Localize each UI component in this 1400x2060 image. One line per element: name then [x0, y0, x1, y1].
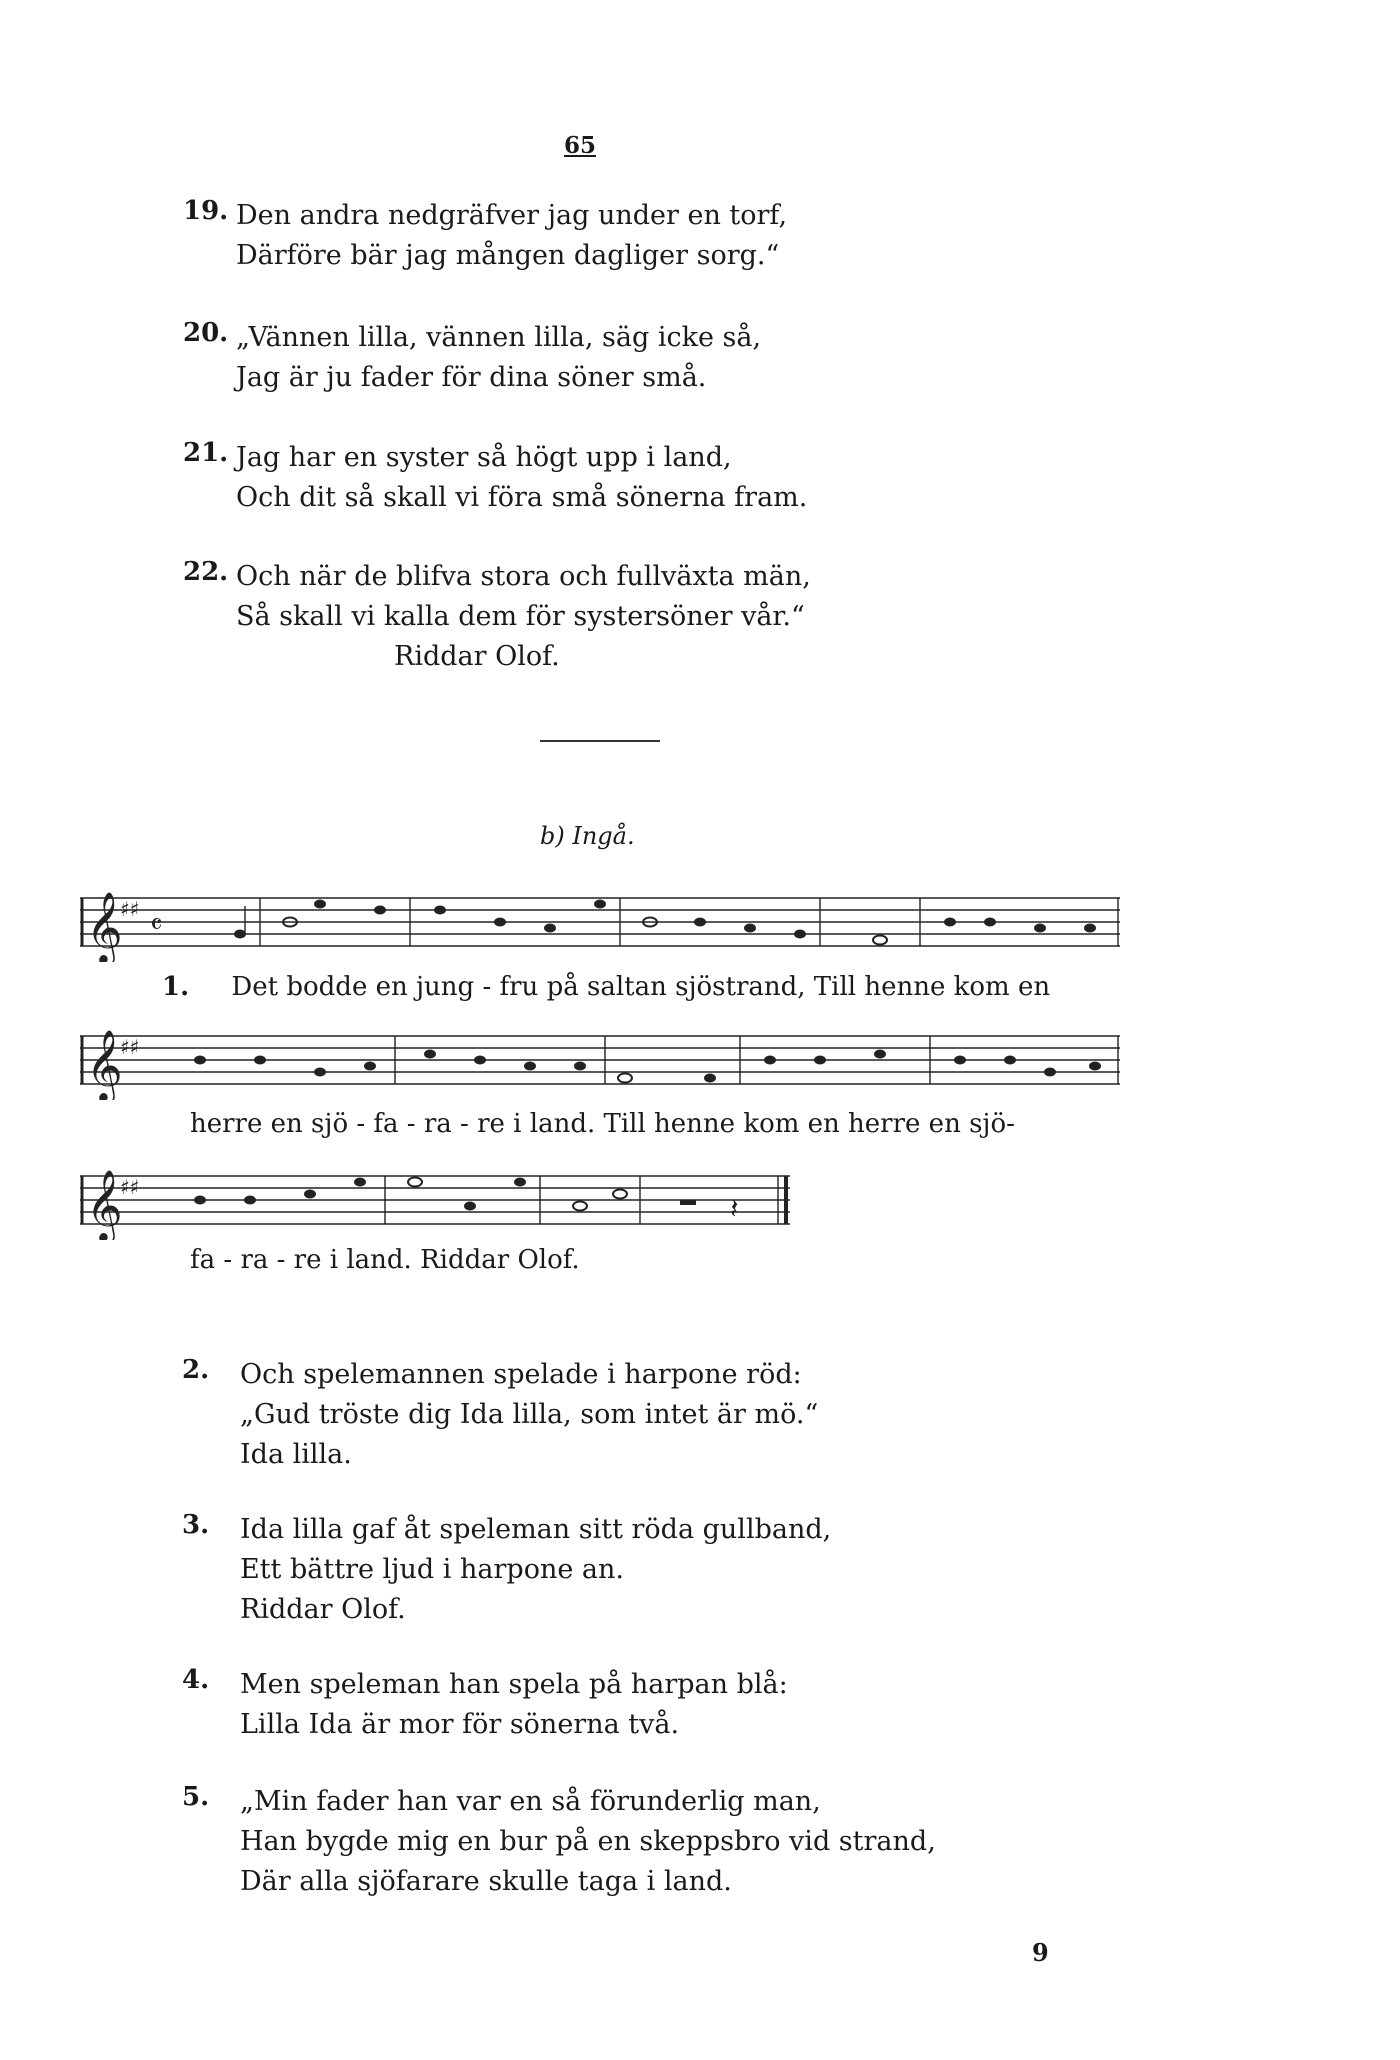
svg-text:𝄽: 𝄽: [730, 1192, 739, 1225]
lyrics-text: Det bodde en jung - fru på saltan sjöstrand, Till henne kom en: [231, 972, 1051, 1002]
lyrics-text: herre en sjö - fa - ra - re i land. Till henne kom en herre en sjö-: [190, 1109, 1015, 1139]
verse-line: Därföre bär jag mången dagliger sorg.“: [236, 240, 780, 271]
verse-line: Lilla Ida är mor för sönerna två.: [240, 1709, 680, 1740]
verse-line: Ida lilla gaf åt speleman sitt röda gullband,: [240, 1514, 832, 1545]
verse-line: „Gud tröste dig Ida lilla, som intet är mö.“: [240, 1399, 819, 1430]
lyrics-line-1: [162, 972, 1050, 1002]
verse-line: Så skall vi kalla dem för systersöner vår.“: [236, 601, 805, 632]
svg-text:𝄞: 𝄞: [86, 1168, 123, 1240]
verse-line: Jag har en syster så högt upp i land,: [236, 442, 732, 473]
melody-title: b) Ingå.: [540, 822, 635, 850]
stanza-number: 3.: [182, 1510, 210, 1540]
verse-line: Ett bättre ljud i harpone an.: [240, 1554, 624, 1585]
music-staff-3: [80, 1160, 820, 1240]
verse-line: „Vännen lilla, vännen lilla, säg icke så,: [236, 322, 762, 353]
verse-line: Där alla sjöfarare skulle taga i land.: [240, 1866, 732, 1897]
refrain-line: Riddar Olof.: [394, 641, 560, 672]
verse-line: Han bygde mig en bur på en skeppsbro vid strand,: [240, 1826, 936, 1857]
lyrics-verse-number: 1.: [162, 972, 190, 1002]
section-divider: [540, 740, 660, 742]
verse-line: „Min fader han var en så förunderlig man,: [240, 1786, 821, 1817]
stanza-number: 21.: [183, 438, 229, 468]
verse-line: Och dit så skall vi föra små sönerna fram.: [236, 482, 808, 513]
verse-line: Och spelemannen spelade i harpone röd:: [240, 1359, 802, 1390]
svg-text:𝄴: 𝄴: [150, 908, 163, 941]
music-staff-2: [80, 1020, 1130, 1100]
lyrics-line-3: [190, 1245, 580, 1275]
page-number: 65: [563, 132, 596, 159]
verse-line: Den andra nedgräfver jag under en torf,: [236, 200, 788, 231]
verse-line: Jag är ju fader för dina söner små.: [236, 362, 707, 393]
verse-line: Och när de blifva stora och fullväxta män,: [236, 561, 811, 592]
refrain-line: Riddar Olof.: [240, 1594, 406, 1625]
stanza-number: 5.: [182, 1782, 210, 1812]
stanza-number: 20.: [183, 318, 229, 348]
svg-text:♯♯: ♯♯: [120, 897, 140, 921]
refrain-line: Ida lilla.: [240, 1439, 352, 1470]
stanza-number: 4.: [182, 1665, 210, 1695]
signature-mark: 9: [1032, 1938, 1049, 1967]
music-staff-1: [80, 882, 1130, 962]
stanza-number: 19.: [183, 196, 229, 226]
verse-line: Men speleman han spela på harpan blå:: [240, 1669, 788, 1700]
lyrics-text: fa - ra - re i land. Riddar Olof.: [190, 1245, 580, 1275]
svg-text:𝄞: 𝄞: [86, 1028, 123, 1100]
lyrics-line-2: [190, 1109, 1015, 1139]
svg-text:𝄞: 𝄞: [86, 890, 123, 962]
stanza-number: 2.: [182, 1355, 210, 1385]
svg-text:♯♯: ♯♯: [120, 1035, 140, 1059]
stanza-number: 22.: [183, 557, 229, 587]
svg-text:♯♯: ♯♯: [120, 1175, 140, 1199]
